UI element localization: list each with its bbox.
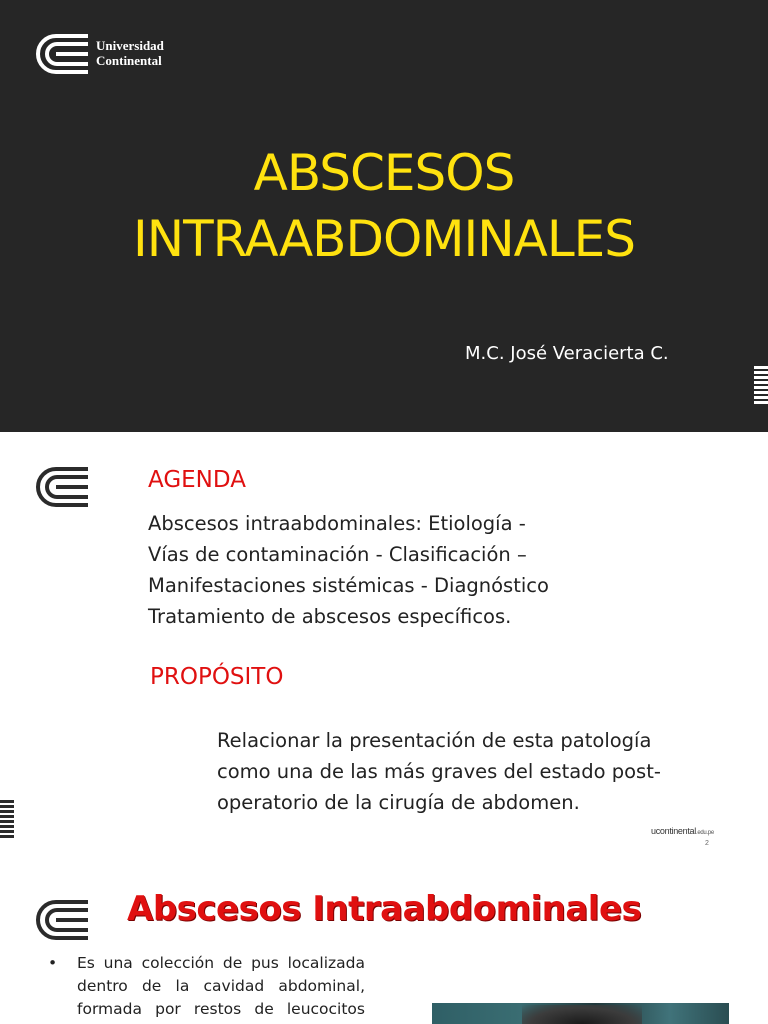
bullet-line: formada por restos de leucocitos	[77, 1000, 365, 1018]
bullet-line: dentro de la cavidad abdominal,	[77, 977, 365, 995]
bullet-icon: •	[48, 954, 58, 972]
presentation-title	[0, 140, 768, 272]
agenda-line: Manifestaciones sistémicas - Diagnóstico	[148, 574, 549, 597]
purpose-line: como una de las más graves del estado post-	[217, 760, 661, 783]
university-logo-icon	[34, 898, 90, 942]
side-stripes-icon	[0, 800, 14, 840]
university-logo-icon	[34, 465, 90, 509]
title-line-2: INTRAABDOMINALES	[132, 210, 636, 268]
university-logo-text	[96, 38, 164, 68]
author-name: M.C. José Veracierta C.	[465, 343, 669, 364]
section-title: Abscesos Intraabdominales	[127, 889, 642, 929]
side-stripes-icon	[754, 366, 768, 406]
bullet-line: Es una colección de pus localizada	[77, 954, 365, 972]
agenda-text	[148, 508, 578, 632]
agenda-line: Tratamiento de abscesos específicos.	[148, 605, 512, 628]
logo-line-2: Continental	[96, 53, 162, 68]
footer-brand-name: ucontinental	[651, 826, 696, 836]
purpose-line: Relacionar la presentación de esta patología	[217, 729, 652, 752]
surgery-photo	[432, 1003, 729, 1024]
footer-brand-suffix: .edu.pe	[695, 830, 714, 836]
agenda-line: Vías de contaminación - Clasificación –	[148, 543, 527, 566]
agenda-heading: AGENDA	[148, 467, 246, 493]
title-line-1: ABSCESOS	[253, 144, 515, 202]
bullet-text	[77, 952, 365, 1021]
purpose-line: operatorio de la cirugía de abdomen.	[217, 791, 580, 814]
university-logo-icon	[34, 32, 90, 76]
footer-brand	[651, 826, 714, 836]
agenda-line: Abscesos intraabdominales: Etiología -	[148, 512, 526, 535]
purpose-heading: PROPÓSITO	[150, 664, 284, 690]
purpose-text	[217, 725, 687, 818]
page-number: 2	[705, 840, 709, 847]
surgery-photo-detail	[522, 1005, 642, 1024]
logo-line-1: Universidad	[96, 38, 164, 53]
